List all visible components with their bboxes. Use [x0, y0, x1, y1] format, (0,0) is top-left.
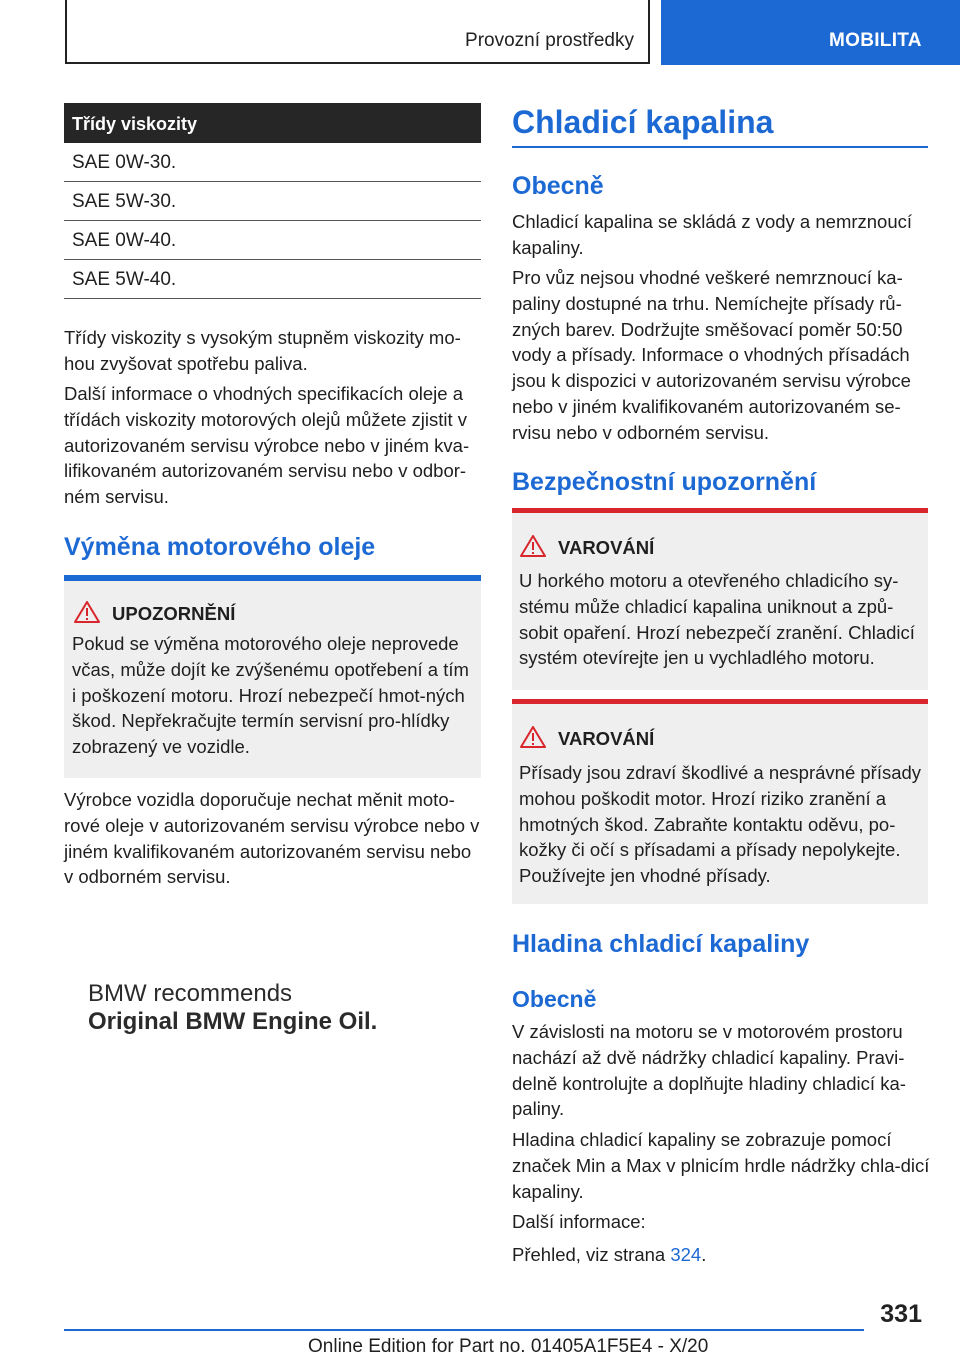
title-rule [512, 146, 928, 148]
oil-change-heading: Výměna motorového oleje [64, 533, 376, 561]
page-number: 331 [880, 1300, 922, 1328]
bmw-oil-logo-line1: BMW recommends [88, 980, 293, 1007]
warning-1-title: VAROVÁNÍ [558, 537, 655, 558]
footer-rule [64, 1329, 864, 1331]
safety-heading: Bezpečnostní upozornění [512, 468, 817, 496]
header-section-label: Provozní prostředky [465, 30, 634, 51]
table-row: SAE 5W-40. [64, 260, 481, 299]
table-row: SAE 0W-30. [64, 143, 481, 182]
warning-triangle-icon [520, 535, 546, 557]
coolant-level-heading: Hladina chladicí kapaliny [512, 930, 810, 958]
footer-edition: Online Edition for Part no. 01405A1F5E4 - X/20 [308, 1336, 709, 1357]
viscosity-paragraph: Třídy viskozity s vysokým stupněm viskozity mo-hou zvyšovat spotřebu paliva. [64, 327, 461, 374]
table-row: SAE 0W-40. [64, 221, 481, 260]
general-heading: Obecně [512, 172, 604, 200]
notice-box [64, 581, 481, 778]
recommendation-paragraph: Výrobce vozidla doporučuje nechat měnit moto-rové oleje v autorizovaném servisu výrobce nebo v jiném kvalifikovaném autorizovaném servisu nebo v odborném servisu. [64, 789, 480, 888]
coolant-level-paragraph-1: V závislosti na motoru se v motorovém prostoru nachází až dvě nádržky chladicí kapaliny. Pravi-delně kontrolujte a doplňujte hladiny chladicí ka-paliny. [512, 1021, 906, 1120]
warning-triangle-icon [74, 601, 100, 623]
coolant-level-paragraph-2: Hladina chladicí kapaliny se zobrazuje pomocí značek Min a Max v plnicím hrdle nádržky chla-dicí kapaliny. [512, 1129, 930, 1202]
bmw-oil-logo-line2: Original BMW Engine Oil. [88, 1008, 378, 1035]
header-section-tab [65, 0, 650, 64]
coolant-title: Chladicí kapalina [512, 104, 774, 140]
page-reference-link[interactable]: 324 [670, 1244, 702, 1265]
overview-reference-text: Přehled, viz strana [512, 1244, 666, 1265]
viscosity-table [64, 103, 481, 299]
notice-title: UPOZORNĚNÍ [112, 603, 236, 624]
reference-period: . [701, 1244, 707, 1265]
oil-info-paragraph: Další informace o vhodných specifikacích oleje a třídách viskozity motorových olejů můžete zjistit v autorizovaném servisu výrobce nebo v jiném kva-lifikovaném autorizovaném servisu nebo v odbor-ném servisu. [64, 383, 470, 508]
coolant-level-general-heading: Obecně [512, 986, 597, 1012]
warning-2-text: Přísady jsou zdraví škodlivé a nesprávné přísady mohou poškodit motor. Hrozí riziko zranění a hmotných škod. Zabraňte kontaktu oděvu, po-kožky či očí s přísadami a přísady nepolykejte. Používejte jen vhodné přísady. [519, 762, 922, 887]
warning-2-title: VAROVÁNÍ [558, 728, 655, 749]
header-chapter-label: MOBILITA [829, 30, 922, 51]
header-chapter-tab [661, 0, 960, 65]
notice-text: Pokud se výměna motorového oleje neprovede včas, může dojít ke zvýšenému opotřebení a tím i poškození motoru. Hrozí nebezpečí hmot-ných škod. Nepřekračujte termín servisní pro-hlídky zobrazený ve vozidle. [72, 633, 469, 758]
warning-1-text: U horkého motoru a otevřeného chladicího sy-stému může chladicí kapalina uniknout a způ-sobit opaření. Hrozí nebezpečí zranění. Chladicí systém otevírejte jen u vychladlého motoru. [519, 570, 915, 669]
warning-triangle-icon [520, 726, 546, 748]
general-paragraph-2: Pro vůz nejsou vhodné veškeré nemrznoucí ka-paliny dostupné na trhu. Nemíchejte přísady rů-zných barev. Dodržujte směšovací poměr 50:50 vody a přísady. Informace o vhodných přísadách jsou k dispozici v autorizovaném servisu výrobce nebo v jiném kvalifikovaném autorizovaném se-rvisu nebo v odborném servisu. [512, 267, 911, 443]
table-row: SAE 5W-30. [64, 182, 481, 221]
further-info-label: Další informace: [512, 1211, 646, 1232]
warning-box-2 [512, 704, 928, 904]
viscosity-table-header: Třídy viskozity [64, 103, 481, 143]
overview-reference [512, 1242, 932, 1268]
warning-box-1 [512, 513, 928, 690]
general-paragraph-1: Chladicí kapalina se skládá z vody a nemrznoucí kapaliny. [512, 211, 913, 258]
